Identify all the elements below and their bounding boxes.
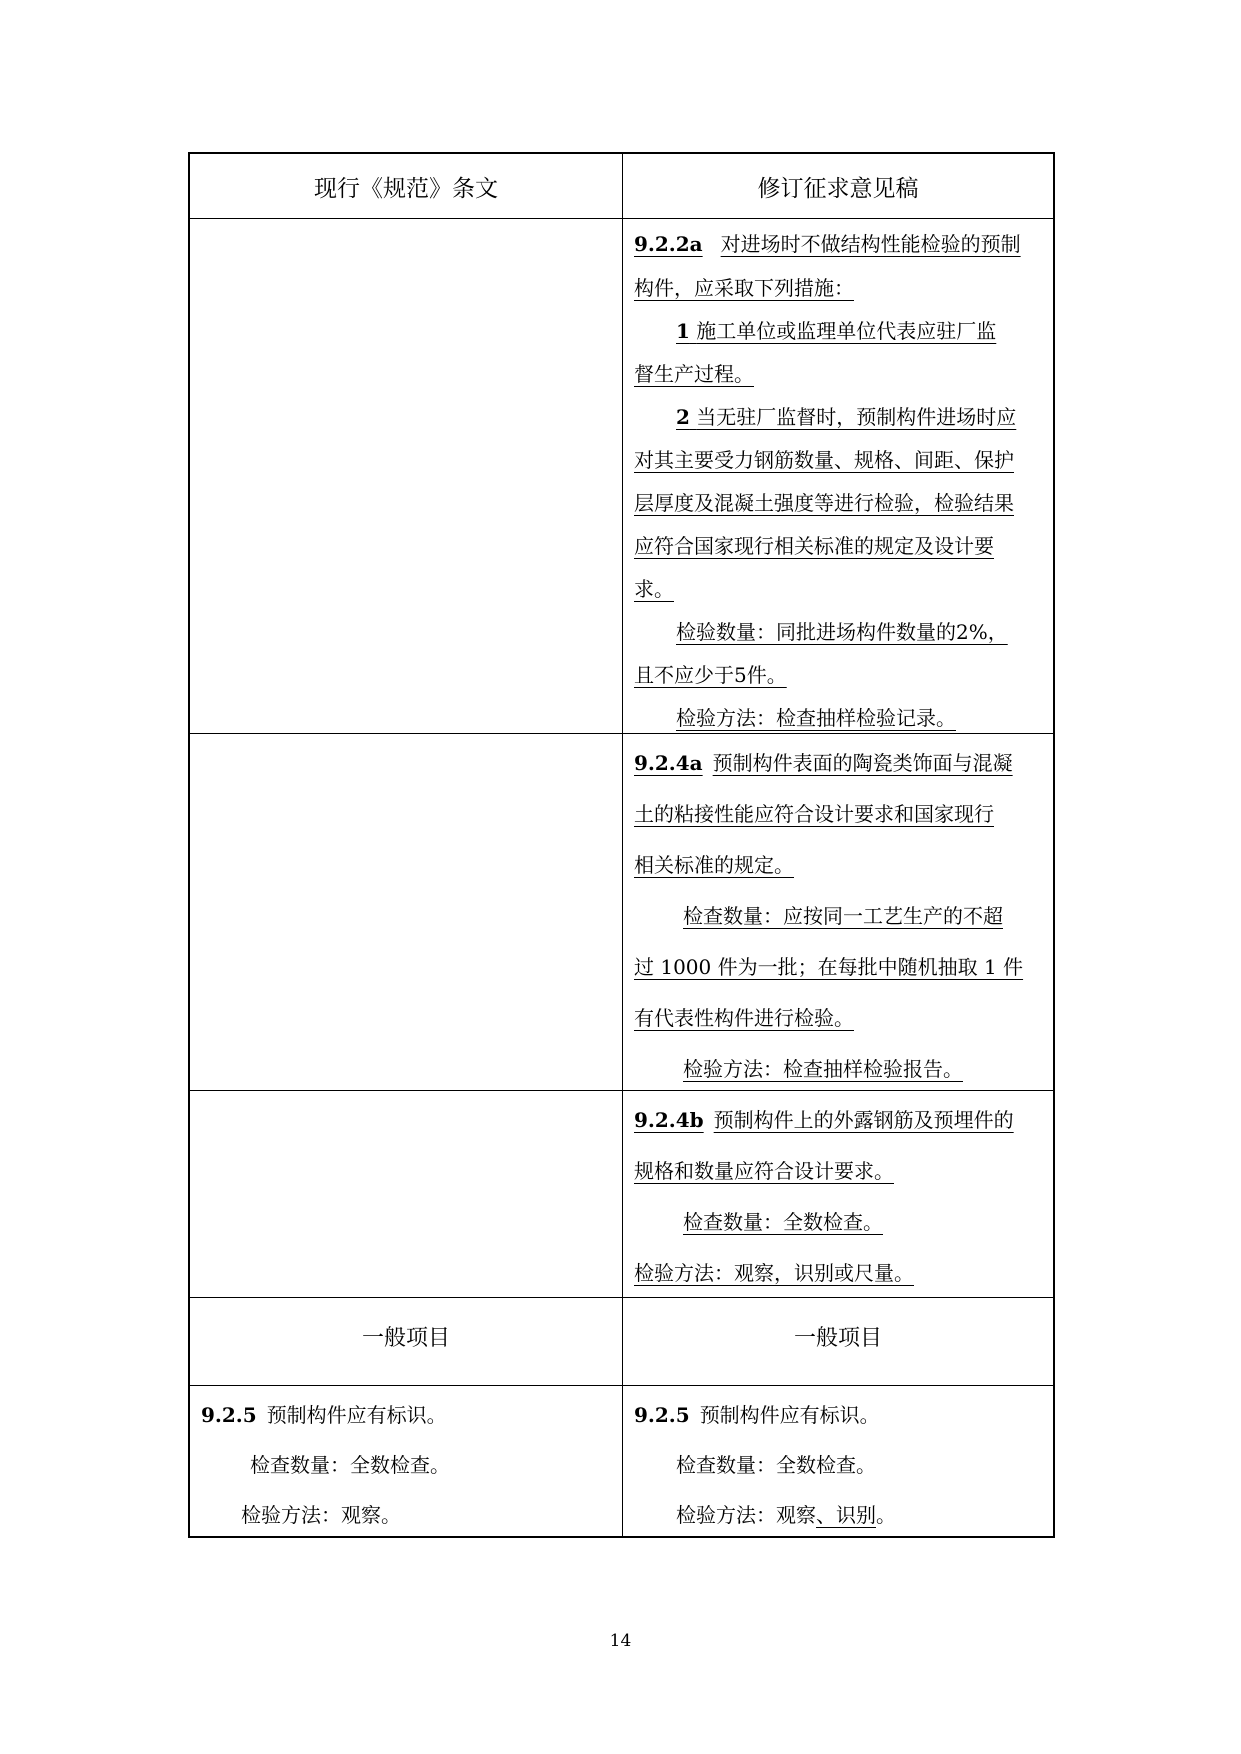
clause-line: 规格和数量应符合设计要求。 xyxy=(634,1159,894,1183)
clause-9-2-5-revision xyxy=(623,1385,1053,1536)
inspection-quantity: 检查数量：全数检查。 xyxy=(683,1210,883,1234)
clause-line: 且不应少于5件。 xyxy=(634,663,787,687)
comparison-table xyxy=(188,152,1055,1538)
section-general-items-left: 一般项目 xyxy=(361,1326,450,1351)
inspection-quantity: 检查数量：全数检查。 xyxy=(250,1453,450,1477)
inspection-quantity: 检查数量：全数检查。 xyxy=(676,1453,876,1477)
clause-line: 对其主要受力钢筋数量、规格、间距、保护 xyxy=(634,448,1014,472)
clause-line: 1 施工单位或监理单位代表应驻厂监 xyxy=(676,319,997,343)
clause-9-2-4b xyxy=(623,1090,1053,1297)
clause-code: 9.2.4b xyxy=(634,1108,704,1132)
clause-line: 2 当无驻厂监督时，预制构件进场时应 xyxy=(676,405,1017,429)
clause-line: 过 1000 件为一批；在每批中随机抽取 1 件 xyxy=(634,955,1024,979)
clause-line: 应符合国家现行相关标准的规定及设计要 xyxy=(634,534,994,558)
clause-line: 9.2.5 预制构件应有标识。 xyxy=(634,1403,880,1427)
header-revision-draft: 修订征求意见稿 xyxy=(757,176,919,202)
clause-line: 相关标准的规定。 xyxy=(634,853,794,877)
clause-line: 有代表性构件进行检验。 xyxy=(634,1006,854,1030)
clause-code: 9.2.5 xyxy=(201,1403,257,1427)
item-number: 2 xyxy=(676,405,690,429)
clause-9-2-5-current xyxy=(190,1385,622,1536)
page-number: 14 xyxy=(609,1631,632,1651)
row-divider xyxy=(190,1297,1053,1298)
clause-line: 层厚度及混凝土强度等进行检验，检验结果 xyxy=(634,491,1014,515)
inspection-quantity: 检查数量：应按同一工艺生产的不超 xyxy=(683,904,1003,928)
inspection-method: 检验方法：观察，识别或尺量。 xyxy=(634,1261,914,1285)
clause-code: 9.2.4a xyxy=(634,751,703,775)
clause-line: 构件，应采取下列措施： xyxy=(634,276,854,300)
item-number: 1 xyxy=(676,319,690,343)
inspection-method: 检验方法：检查抽样检验报告。 xyxy=(683,1057,963,1081)
clause-line: 9.2.4a 预制构件表面的陶瓷类饰面与混凝 xyxy=(634,751,1013,775)
clause-9-2-4a xyxy=(623,733,1053,1090)
clause-line: 求。 xyxy=(634,577,674,601)
section-general-items-right: 一般项目 xyxy=(793,1326,882,1351)
inspection-quantity: 检验数量：同批进场构件数量的2%， xyxy=(676,620,1008,644)
clause-code: 9.2.5 xyxy=(634,1403,690,1427)
clause-9-2-2a xyxy=(623,218,1053,733)
clause-code: 9.2.2a xyxy=(634,232,703,256)
clause-line: 9.2.2a 对进场时不做结构性能检验的预制 xyxy=(634,232,1021,256)
inspection-method: 检验方法：观察。 xyxy=(241,1503,401,1527)
clause-line: 督生产过程。 xyxy=(634,362,754,386)
inspection-method: 检验方法：检查抽样检验记录。 xyxy=(676,706,956,730)
inspection-method: 检验方法：观察、识别。 xyxy=(676,1503,896,1527)
header-current-code: 现行《规范》条文 xyxy=(314,176,498,202)
added-text: 、识别 xyxy=(816,1503,876,1527)
clause-line: 9.2.5 预制构件应有标识。 xyxy=(201,1403,447,1427)
clause-line: 9.2.4b 预制构件上的外露钢筋及预埋件的 xyxy=(634,1108,1014,1132)
clause-line: 土的粘接性能应符合设计要求和国家现行 xyxy=(634,802,994,826)
